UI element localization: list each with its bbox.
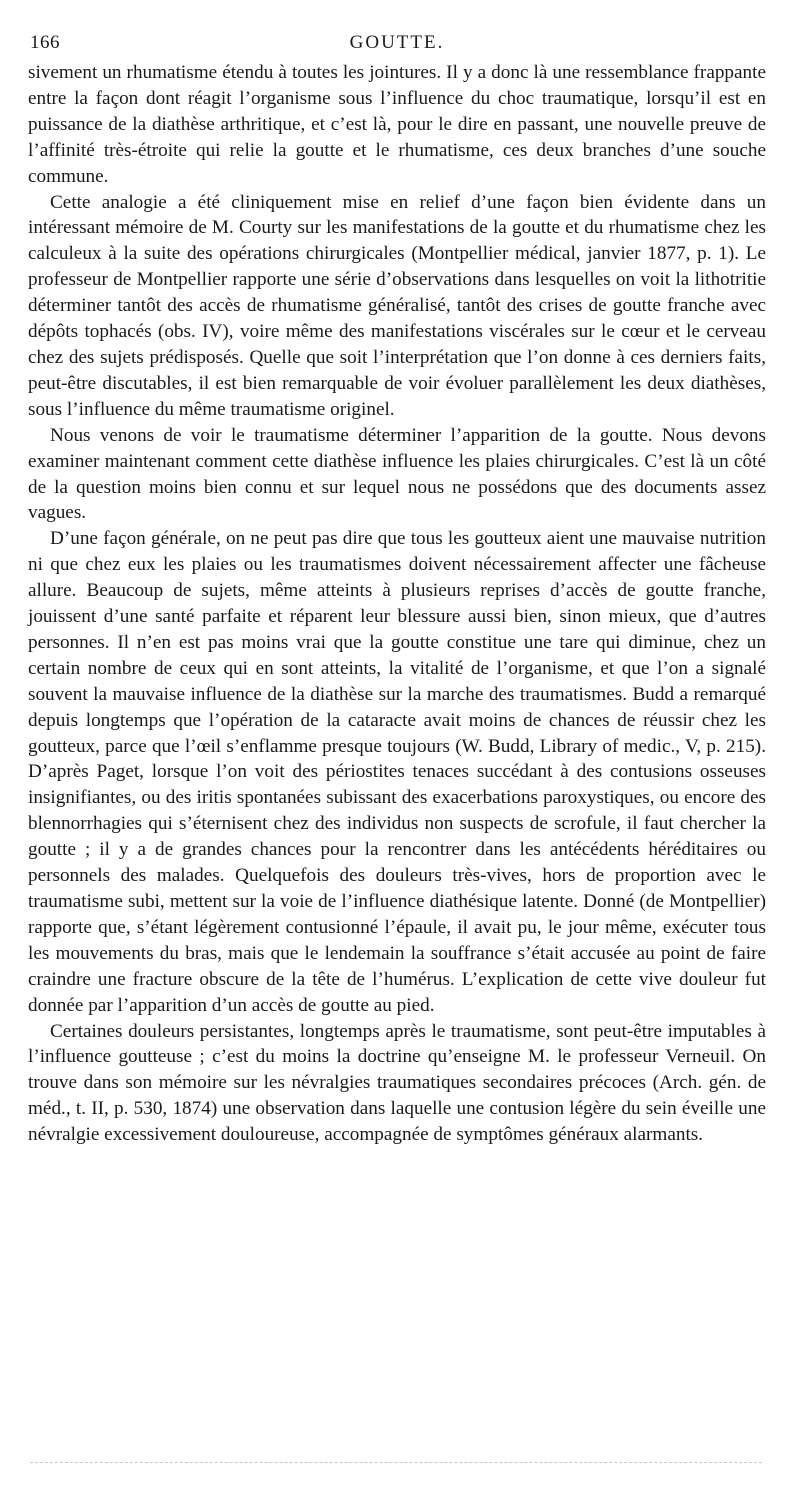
running-title: GOUTTE. [349, 32, 445, 53]
page-number: 166 [30, 32, 60, 53]
paragraph-courty-analogy: Cette analogie a été cliniquement mise en relief d’une façon bien évidente dans un intéressant mémoire de M. Courty sur les manifestations de la goutte et du rhumatisme chez les calculeux à la suite des opérations chirurgicales (Montpellier médical, janvier 1877, p. 1). Le professeur de Montpellier rapporte une série d’observations dans lesquelles on voit la lithotritie déterminer tantôt des accès de rhumatisme généralisé, tantôt des crises de goutte franche avec dépôts tophacés (obs. IV), voire même des manifestations viscérales sur le cœur et le cerveau chez des sujets prédisposés. Quelle que soit l’interprétation que l’on donne à ces derniers faits, peut-être discutables, il est bien remarquable de voir évoluer parallèlement les deux diathèses, sous l’influence du même traumatisme originel. [28, 191, 766, 420]
paragraph-diathesis-wounds: Nous venons de voir le traumatisme déterminer l’apparition de la goutte. Nous devons examiner maintenant comment cette diathèse influence les plaies chirurgicales. C’est là un côté de la question moins bien connu et sur lequel nous ne possédons que des documents assez vagues. [28, 424, 766, 524]
footer-divider [30, 1462, 762, 1463]
page-header [28, 30, 766, 56]
body-text [28, 60, 766, 1148]
paragraph-continued: sivement un rhumatisme étendu à toutes les jointures. Il y a donc là une ressemblance frappante entre la façon dont réagit l’organisme sous l’influence du choc traumatique, lorsqu’il est en puissance de la diathèse arthritique, et c’est là, pour le dire en passant, une nouvelle preuve de l’affinité très-étroite qui relie la goutte et le rhumatisme, ces deux branches d’une souche commune. [28, 62, 766, 187]
paragraph-persistent-pain: Certaines douleurs persistantes, longtemps après le traumatisme, sont peut-être imputables à l’influence goutteuse ; c’est du moins la doctrine qu’enseigne M. le professeur Verneuil. On trouve dans son mémoire sur les névralgies traumatiques secondaires précoces (Arch. gén. de méd., t. II, p. 530, 1874) une observation dans laquelle une contusion légère du sein éveille une névralgie excessivement douloureuse, accompagnée de symptômes généraux alarmants. [28, 1020, 766, 1146]
book-page [28, 30, 766, 1148]
paragraph-gouty-nutrition: D’une façon générale, on ne peut pas dire que tous les goutteux aient une mauvaise nutrition ni que chez eux les plaies ou les traumatismes doivent nécessairement affecter une fâcheuse allure. Beaucoup de sujets, même atteints à plusieurs reprises d’accès de goutte franche, jouissent d’une santé parfaite et réparent leur blessure aussi bien, sinon mieux, que d’autres personnes. Il n’en est pas moins vrai que la goutte constitue une tare qui diminue, chez un certain nombre de ceux qui en sont atteints, la vitalité de l’organisme, et que l’on a signalé souvent la mauvaise influence de la diathèse sur la marche des traumatismes. Budd a remarqué depuis longtemps que l’opération de la cataracte avait moins de chances de réussir chez les goutteux, parce que l’œil s’enflamme presque toujours (W. Budd, Library of medic., V, p. 215). D’après Paget, lorsque l’on voit des périostites tenaces succédant à des contusions osseuses insignifiantes, ou des iritis spontanées subissant des exacerbations paroxystiques, ou encore des blennorrhagies qui s’éternisent chez des individus non suspects de scrofule, il faut chercher la goutte ; il y a de grandes chances pour la rencontrer dans les antécédents héréditaires ou personnels des malades. Quelquefois des douleurs très-vives, hors de proportion avec le traumatisme subi, mettent sur la voie de l’influence diathésique latente. Donné (de Montpellier) rapporte que, s’étant légèrement contusionné l’épaule, il avait pu, le jour même, exécuter tous les mouvements du bras, mais que le lendemain la souffrance s’était accusée au point de faire craindre une fracture obscure de la tête de l’humérus. L’explication de cette vive douleur fut donnée par l’apparition d’un accès de goutte au pied. [28, 528, 766, 1016]
